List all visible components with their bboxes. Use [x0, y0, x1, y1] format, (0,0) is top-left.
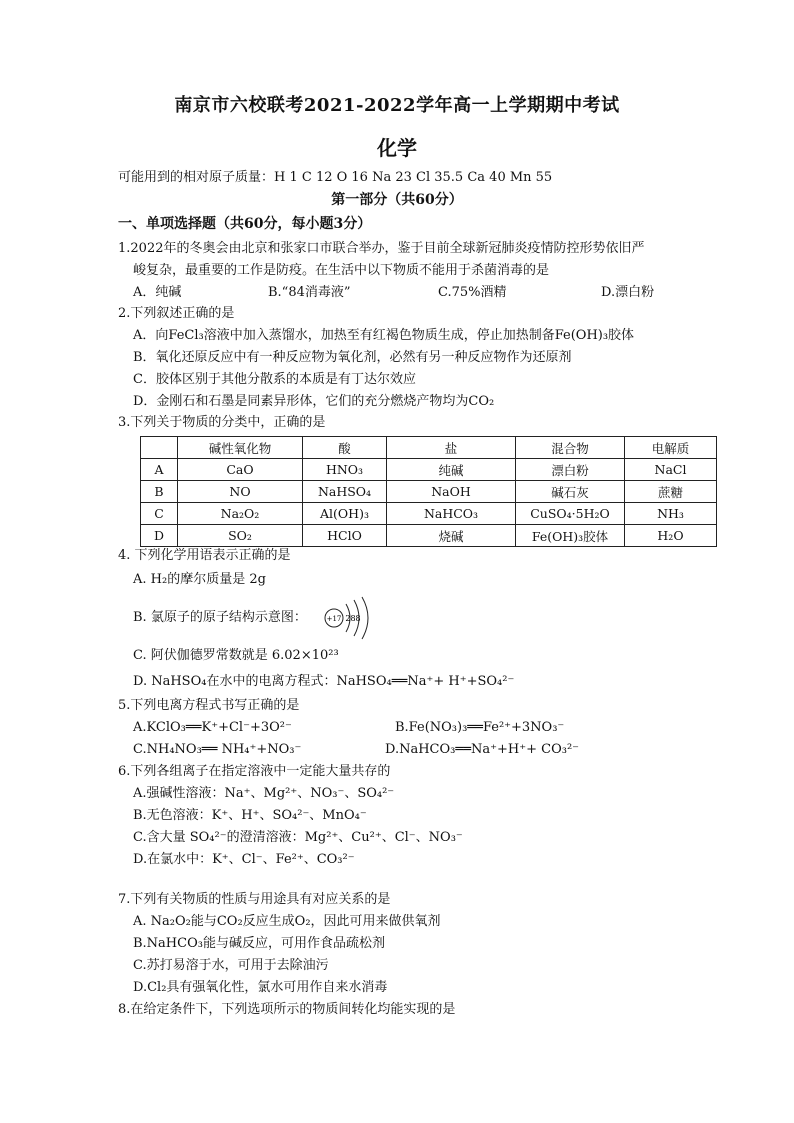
q5-option-d: D.NaHCO₃══Na⁺+H⁺+ CO₃²⁻	[385, 742, 580, 757]
table-cell: NaCl	[625, 459, 717, 481]
q3-stem: 3.下列关于物质的分类中，正确的是	[118, 415, 326, 430]
table-cell: 碱石灰	[516, 481, 625, 503]
atomic-masses: 可能用到的相对原子质量：H 1 C 12 O 16 Na 23 Cl 35.5 Ca 40 Mn 55	[118, 170, 553, 185]
q1-option-d: D.漂白粉	[601, 285, 655, 300]
q6-option-b: B.无色溶液：K⁺、H⁺、SO₄²⁻、MnO₄⁻	[133, 808, 367, 823]
q2-option-c: C．胶体区别于其他分散系的本质是有丁达尔效应	[133, 372, 416, 387]
q5-stem: 5.下列电离方程式书写正确的是	[118, 698, 300, 713]
section-heading: 一、单项选择题（共60分，每小题3分）	[118, 216, 372, 232]
table-cell: 烧碱	[387, 525, 516, 547]
nucleus-charge: +17	[326, 615, 342, 623]
table-row	[141, 525, 717, 547]
q6-option-a: A.强碱性溶液：Na⁺、Mg²⁺、NO₃⁻、SO₄²⁻	[133, 786, 395, 801]
table-cell: Fe(OH)₃胶体	[516, 525, 625, 547]
q5-option-c: C.NH₄NO₃══ NH₄⁺+NO₃⁻	[133, 742, 302, 757]
table-cell: NaHSO₄	[303, 481, 387, 503]
q1-stem-line1: 1.2022年的冬奥会由北京和张家口市联合举办，鉴于目前全球新冠肺炎疫情防控形势依旧严	[118, 241, 645, 256]
q4-option-d: D. NaHSO₄在水中的电离方程式：NaHSO₄══Na⁺+ H⁺+SO₄²⁻	[133, 674, 515, 689]
table-header-cell: 盐	[387, 437, 516, 459]
electron-shells: 288	[345, 614, 361, 623]
table-cell: H₂O	[625, 525, 717, 547]
table-cell: D	[141, 525, 178, 547]
q2-option-a: A．向FeCl₃溶液中加入蒸馏水，加热至有红褐色物质生成，停止加热制备Fe(OH)₃胶体	[133, 328, 635, 343]
q4-option-b: B. 氯原子的原子结构示意图：	[133, 610, 307, 625]
table-header-cell: 电解质	[625, 437, 717, 459]
table-cell: 漂白粉	[516, 459, 625, 481]
table-cell: Al(OH)₃	[303, 503, 387, 525]
q7-option-d: D.Cl₂具有强氧化性，氯水可用作自来水消毒	[133, 980, 388, 995]
q1-stem-line2: 峻复杂，最重要的工作是防疫。在生活中以下物质不能用于杀菌消毒的是	[133, 263, 550, 278]
table-cell: B	[141, 481, 178, 503]
table-row	[141, 503, 717, 525]
exam-title: 南京市六校联考2021-2022学年高一上学期期中考试	[174, 95, 620, 116]
q4-option-a: A. H₂的摩尔质量是 2g	[133, 572, 266, 587]
table-cell: CuSO₄·5H₂O	[516, 503, 625, 525]
table-header-cell: 酸	[303, 437, 387, 459]
q4-option-c: C. 阿伏伽德罗常数就是 6.02×10²³	[133, 648, 339, 663]
q1-option-a: A．纯碱	[133, 285, 182, 300]
q1-option-b: B.“84消毒液”	[268, 285, 351, 300]
table-cell: NaHCO₃	[387, 503, 516, 525]
table-cell: Na₂O₂	[178, 503, 303, 525]
table-row	[141, 459, 717, 481]
table-header-cell: 碱性氧化物	[178, 437, 303, 459]
chlorine-atom-structure-diagram	[322, 596, 382, 640]
q2-stem: 2.下列叙述正确的是	[118, 306, 235, 321]
table-cell: A	[141, 459, 178, 481]
table-row	[141, 481, 717, 503]
q7-stem: 7.下列有关物质的性质与用途具有对应关系的是	[118, 892, 391, 907]
subject-title: 化学	[377, 136, 417, 160]
table-cell: HClO	[303, 525, 387, 547]
classification-table	[140, 436, 717, 547]
table-cell: NaOH	[387, 481, 516, 503]
table-cell: C	[141, 503, 178, 525]
table-cell: HNO₃	[303, 459, 387, 481]
q1-option-c: C.75%酒精	[438, 285, 507, 300]
part-heading: 第一部分（共60分）	[331, 192, 463, 208]
table-cell: 蔗糖	[625, 481, 717, 503]
q5-option-a: A.KClO₃══K⁺+Cl⁻+3O²⁻	[133, 720, 292, 735]
q5-option-b: B.Fe(NO₃)₃══Fe²⁺+3NO₃⁻	[395, 720, 565, 735]
q7-option-c: C.苏打易溶于水，可用于去除油污	[133, 958, 329, 973]
table-cell: NH₃	[625, 503, 717, 525]
q7-option-b: B.NaHCO₃能与碱反应，可用作食品疏松剂	[133, 936, 385, 951]
table-cell: SO₂	[178, 525, 303, 547]
table-cell: NO	[178, 481, 303, 503]
q6-option-c: C.含大量 SO₄²⁻的澄清溶液：Mg²⁺、Cu²⁺、Cl⁻、NO₃⁻	[133, 830, 463, 845]
q4-stem: 4. 下列化学用语表示正确的是	[118, 548, 291, 563]
table-header-cell: 混合物	[516, 437, 625, 459]
q2-option-b: B．氧化还原反应中有一种反应物为氧化剂，必然有另一种反应物作为还原剂	[133, 350, 572, 365]
q2-option-d: D．金刚石和石墨是同素异形体，它们的充分燃烧产物均为CO₂	[133, 394, 495, 409]
table-header-cell	[141, 437, 178, 459]
table-cell: 纯碱	[387, 459, 516, 481]
q8-stem: 8.在给定条件下，下列选项所示的物质间转化均能实现的是	[118, 1002, 456, 1017]
q6-option-d: D.在氯水中：K⁺、Cl⁻、Fe²⁺、CO₃²⁻	[133, 852, 355, 867]
q6-stem: 6.下列各组离子在指定溶液中一定能大量共存的	[118, 764, 391, 779]
q7-option-a: A. Na₂O₂能与CO₂反应生成O₂，因此可用来做供氧剂	[133, 914, 441, 929]
table-header-row	[141, 437, 717, 459]
table-cell: CaO	[178, 459, 303, 481]
